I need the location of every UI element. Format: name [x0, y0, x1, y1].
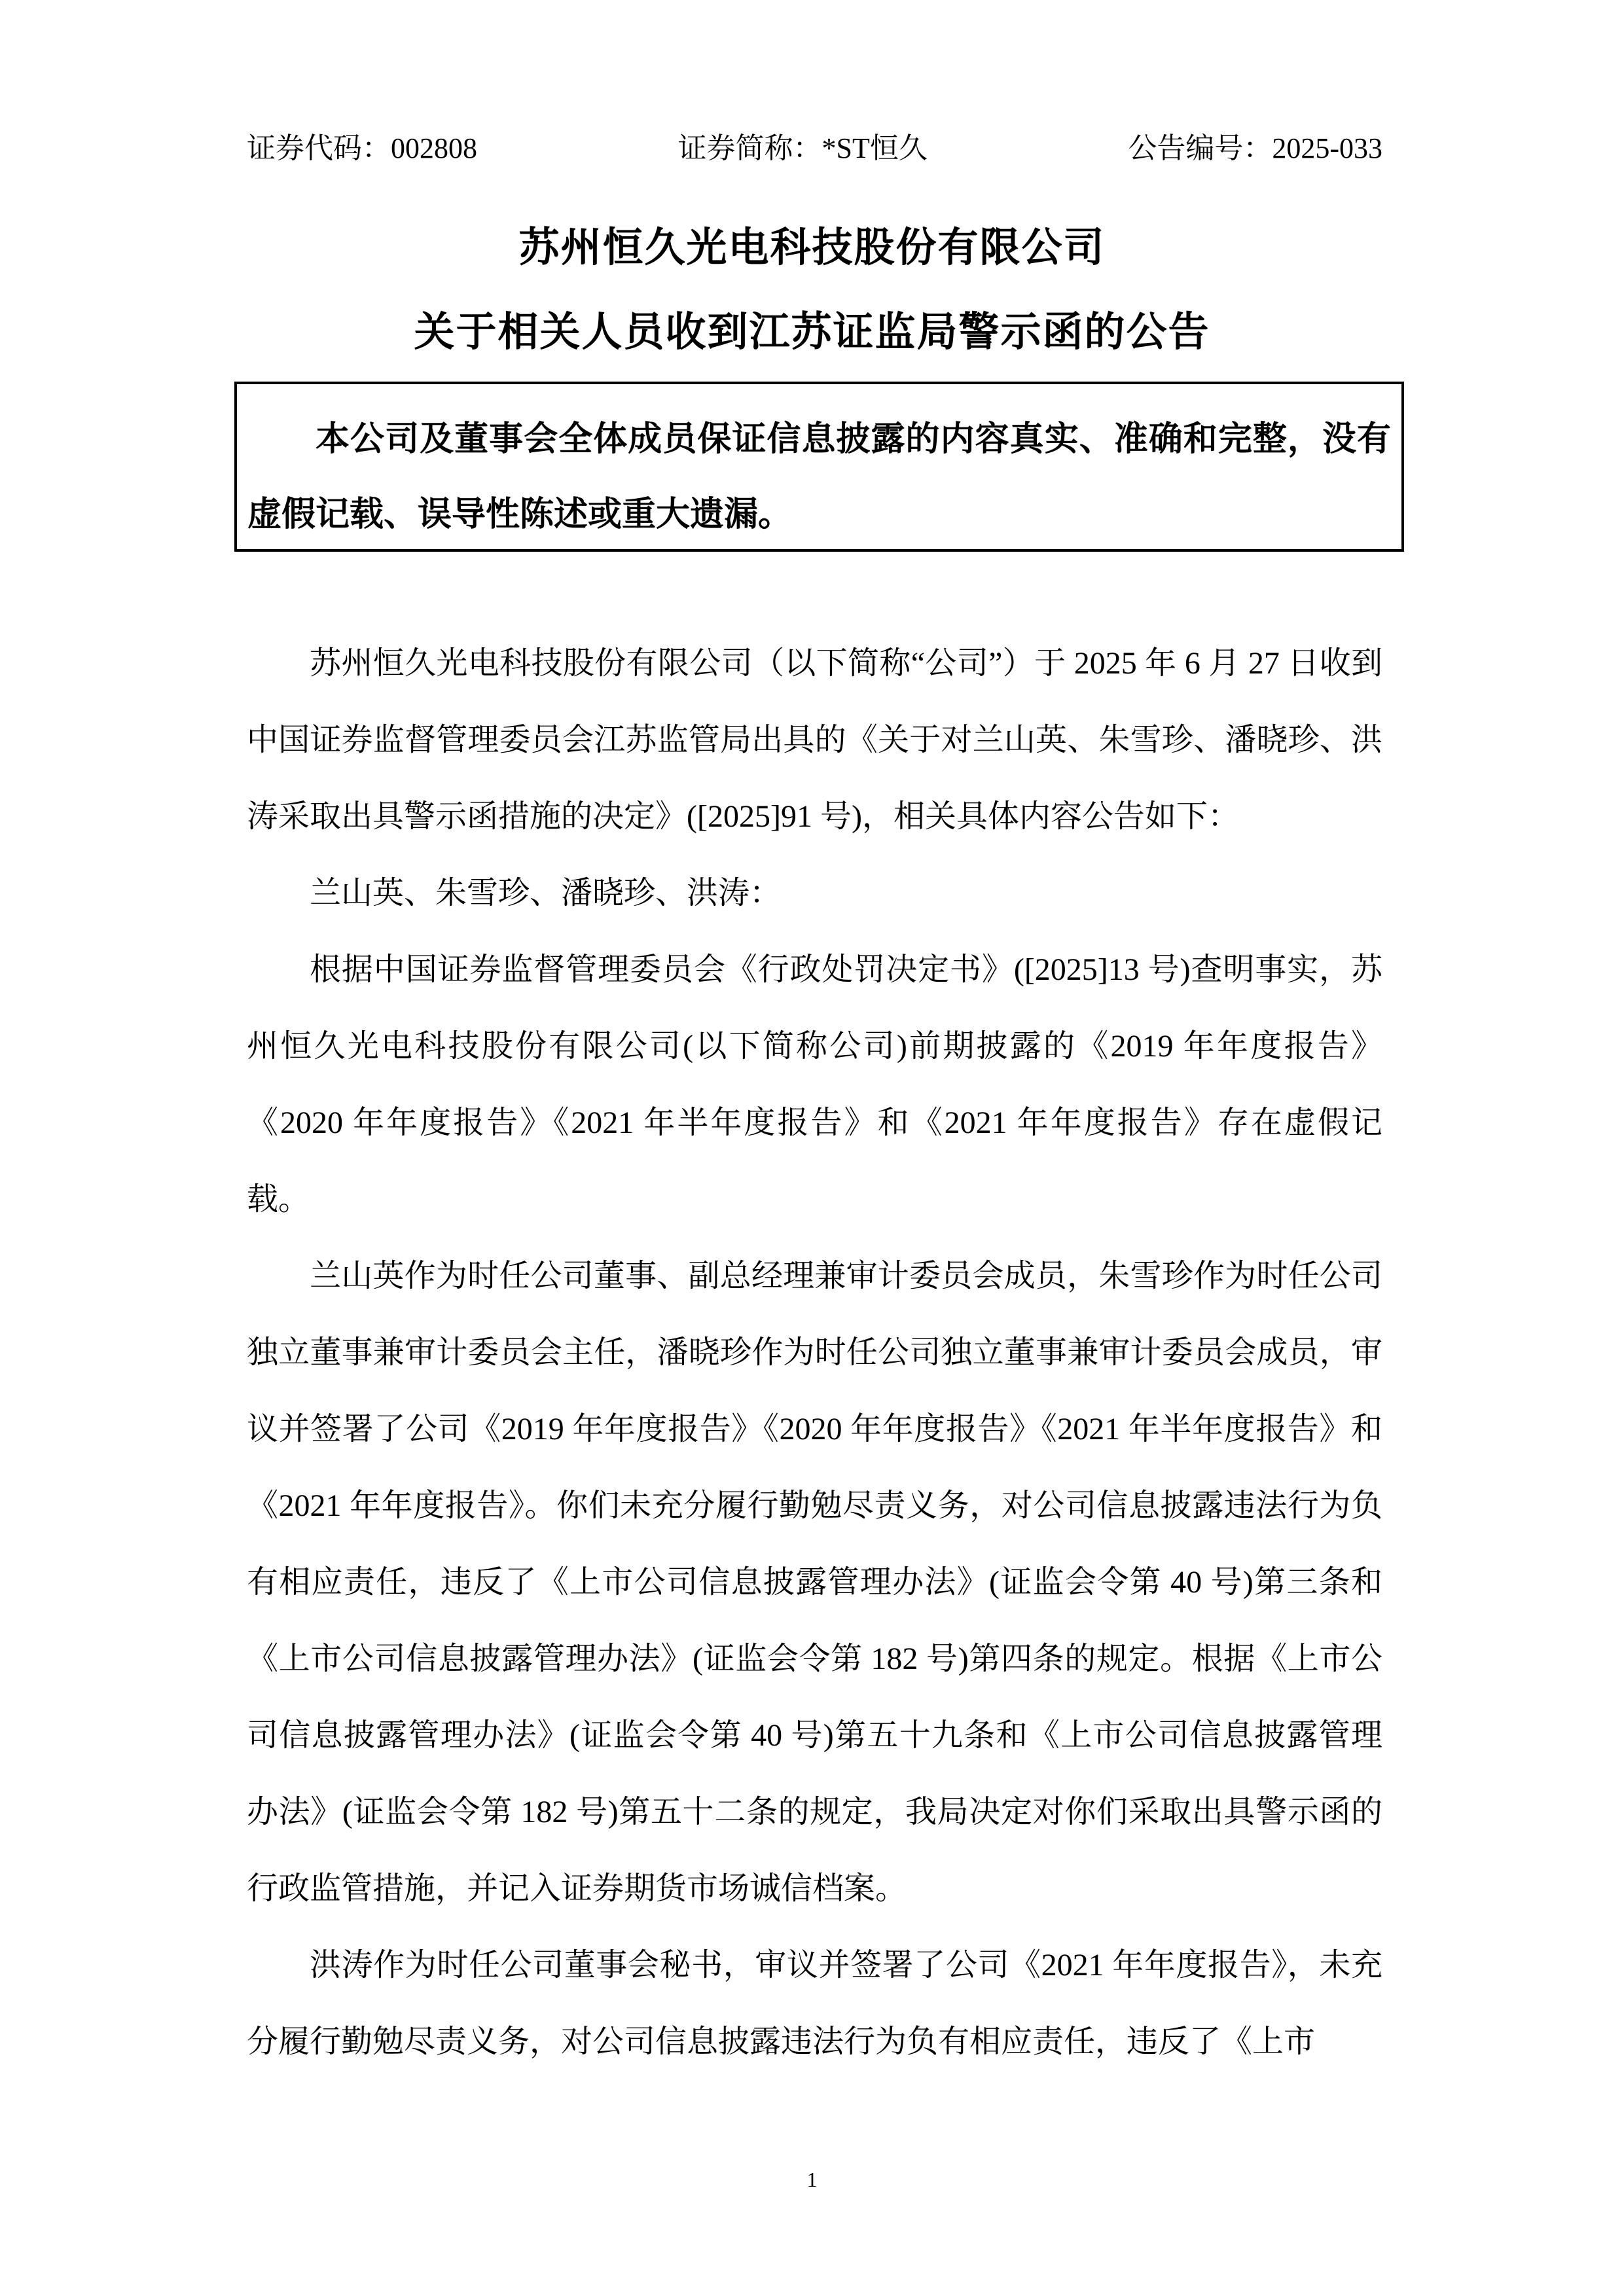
body-paragraph: 苏州恒久光电科技股份有限公司（以下简称“公司”）于 2025 年 6 月 27 日收到中国证券监督管理委员会江苏监管局出具的《关于对兰山英、朱雪珍、潘晓珍、洪涛采取出具警示函措施的决定》([2025]91 号)，相关具体内容公告如下：: [247, 646, 1382, 834]
announcement-number: 公告编号：2025-033: [1128, 132, 1382, 164]
page-number: 1: [806, 2168, 818, 2191]
body-paragraph: 兰山英、朱雪珍、潘晓珍、洪涛：: [310, 876, 782, 910]
disclaimer-box: [234, 382, 1404, 552]
announcement-title: 关于相关人员收到江苏证监局警示函的公告: [414, 310, 1210, 355]
body-paragraph: 根据中国证券监督管理委员会《行政处罚决定书》([2025]13 号)查明事实，苏州恒久光电科技股份有限公司(以下简称公司)前期披露的《2019 年年度报告》《2020 年年度报告》《2021 年半年度报告》和《2021 年年度报告》存在虚假记载。: [247, 952, 1382, 1217]
stock-abbreviation: 证券简称：*ST恒久: [677, 132, 928, 164]
stock-code: 证券代码：002808: [247, 132, 477, 164]
body-paragraph: 洪涛作为时任公司董事会秘书，审议并签署了公司《2021 年年度报告》，未充分履行勤勉尽责义务，对公司信息披露违法行为负有相应责任，违反了《上市: [247, 1948, 1382, 2059]
document-body: [247, 625, 1382, 2080]
body-paragraph: 兰山英作为时任公司董事、副总经理兼审计委员会成员，朱雪珍作为时任公司独立董事兼审计委员会主任，潘晓珍作为时任公司独立董事兼审计委员会成员，审议并签署了公司《2019 年年度报告》《2020 年年度报告》《2021 年半年度报告》和《2021 年年度报告》。你们未充分履行勤勉尽责义务，对公司信息披露违法行为负有相应责任，违反了《上市公司信息披露管理办法》(证监会令第 40 号)第三条和《上市公司信息披露管理办法》(证监会令第 182 号)第四条的规定。根据《上市公司信息披露管理办法》(证监会令第 40 号)第五十九条和《上市公司信息披露管理办法》(证监会令第 182 号)第五十二条的规定，我局决定对你们采取出具警示函的行政监管措施，并记入证券期货市场诚信档案。: [247, 1259, 1382, 1906]
company-title: 苏州恒久光电科技股份有限公司: [518, 225, 1106, 270]
document-header: [247, 131, 1382, 166]
disclaimer-text: 本公司及董事会全体成员保证信息披露的内容真实、准确和完整，没有虚假记载、误导性陈述或重大遗漏。: [247, 421, 1391, 533]
